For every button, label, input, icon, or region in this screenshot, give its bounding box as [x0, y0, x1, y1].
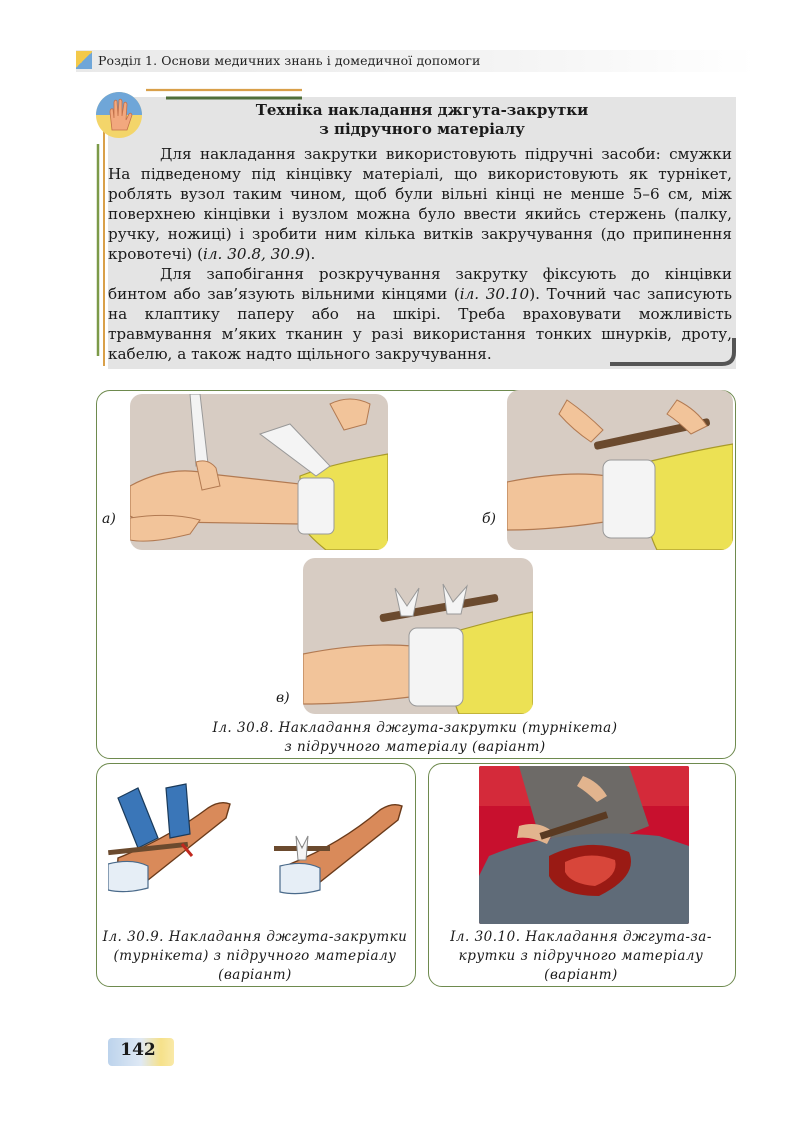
- title-line-2: з підручного матеріалу: [319, 120, 525, 138]
- caption-30-10-line-2: крутки з підручного матеріалу: [458, 948, 704, 964]
- caption-30-10-line-1: Іл. 30.10. Накладання джгута-за-: [450, 929, 712, 945]
- paragraph-2: [108, 264, 732, 364]
- illustration-30-9-right: [270, 790, 406, 900]
- caption-30-9-line-1: Іл. 30.9. Накладання джгута-закрутки: [102, 929, 408, 945]
- illustration-c: [303, 558, 533, 714]
- paragraph-1-reference: іл. 30.8, 30.9: [203, 245, 305, 263]
- paragraph-2-text: Для запобігання розкручування закрутку фіксують до кінцівки бинтом або зав’язують вільними кінцями (: [108, 265, 732, 303]
- page-number: 142: [120, 1040, 156, 1060]
- paragraph-1-end: ).: [304, 245, 316, 263]
- flag-corner-icon: [76, 51, 92, 69]
- caption-30-10-line-3: (варіант): [544, 967, 618, 983]
- illustration-b: [507, 390, 733, 550]
- paragraph-2-reference: іл. 30.10: [459, 285, 530, 303]
- title-line-1: Техніка накладання джгута-закрутки: [255, 101, 589, 119]
- paragraph-2-end: ). Точний час записують на клаптику паперу або на шкірі. Треба враховувати можливість травмування м’яких тканин у разі використання тонких шнурків, дроту, кабелю, а також надто щільного закручування.: [108, 285, 732, 363]
- section-title: Розділ 1. Основи медичних знань і домедичної допомоги: [98, 53, 481, 68]
- box-title: [108, 101, 736, 139]
- caption-30-8-line-2: з підручного матеріалу (варіант): [284, 739, 546, 755]
- label-a: а): [102, 511, 116, 527]
- illustration-a: [130, 394, 388, 550]
- caption-30-9-line-2: (турнікета) з підручного матеріалу: [113, 948, 397, 964]
- illustration-30-9-left: [108, 778, 238, 898]
- caption-30-8: [96, 719, 734, 757]
- illustration-30-10-photo: [479, 766, 689, 924]
- box-body: [108, 144, 732, 364]
- caption-30-8-line-1: Іл. 30.8. Накладання джгута-закрутки (турнікета): [212, 720, 618, 736]
- label-b: б): [482, 511, 497, 527]
- caption-30-10: [428, 928, 734, 985]
- label-c: в): [276, 690, 290, 706]
- caption-30-9-line-3: (варіант): [218, 967, 292, 983]
- paragraph-1-text: Для накладання закрутки використовують підручні засоби: смужки На підведеному під кінцівку матеріалі, що використовують як турнікет, роблять вузол таким чином, щоб були вільні кінці не менше 5–6 см, між поверхнею кінцівки і вузлом можна було ввести якийсь стержень (палку, ручку, ножиці) і зробити ним кілька витків закручування (до припинення кровотечі) (: [108, 145, 732, 263]
- caption-30-9: [96, 928, 414, 985]
- paragraph-1: [108, 144, 732, 264]
